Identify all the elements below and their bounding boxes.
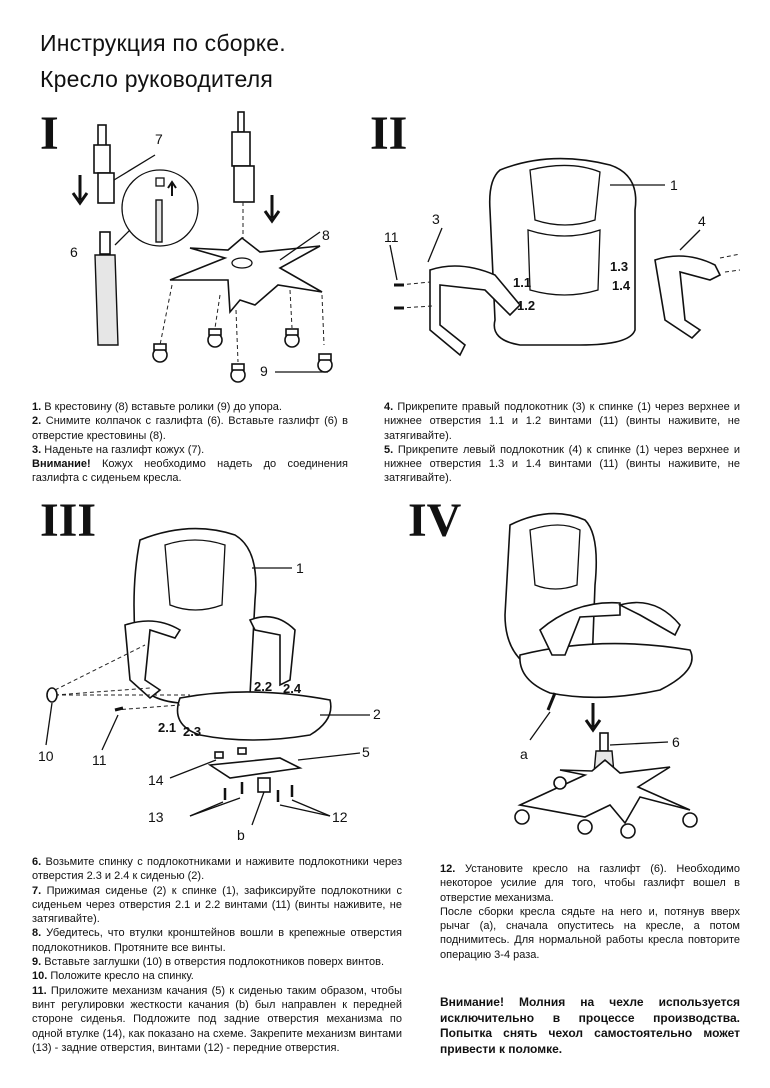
gaslift-cover — [98, 173, 114, 203]
document-subtitle: Кресло руководителя — [40, 66, 273, 92]
label-6: 6 — [70, 244, 78, 260]
label-4: 4 — [698, 213, 706, 229]
hole-1-3: 1.3 — [610, 259, 629, 274]
figure-step-4 — [480, 505, 720, 840]
figure-step-1 — [60, 100, 360, 400]
chair-base — [520, 760, 690, 823]
figure-step-2 — [380, 150, 750, 380]
instructions-step-1: 1. В крестовину (8) вставьте ролики (9) до упора. 2. Снимите колпачок с газлифта (6). Вставьте газлифт (6) в отверстие крестовины (8). 3. Наденьте на газлифт кожух (7). Внимание! Кожух необходимо надеть до соединения газлифта с сиденьем кресла. — [32, 401, 348, 485]
hole-2-2: 2.2 — [254, 679, 273, 694]
seat — [520, 644, 692, 698]
down-arrow-icon — [73, 175, 87, 203]
section-numeral-3: III — [40, 494, 97, 547]
section-numeral-2: II — [370, 107, 408, 160]
warning-note: Внимание! Молния на чехле используется исключительно в процессе производства. Попытка снять чехол самостоятельно может привести к поломке. — [440, 995, 740, 1056]
label-2: 2 — [373, 706, 381, 722]
screw-icon — [115, 708, 123, 710]
figure-step-3 — [30, 520, 380, 850]
label-6: 6 — [672, 734, 680, 750]
hole-1-1: 1.1 — [513, 275, 532, 290]
chair-base — [170, 238, 322, 312]
down-arrow-icon — [265, 195, 279, 221]
label-12: 12 — [332, 809, 348, 825]
label-11: 11 — [92, 752, 107, 768]
label-7: 7 — [155, 131, 163, 147]
armrest-left — [655, 256, 720, 338]
down-arrow-icon — [586, 703, 600, 730]
hole-2-1: 2.1 — [158, 720, 177, 735]
instructions-step-4: 12. Установите кресло на газлифт (6). Необходимо некоторое усилие для того, чтобы газлифт вошел в отверстие механизма. После сборки кресла сядьте на него и, потянув вверх рычаг (а), сначала опуститесь на кресле, а потом поднимитесь. Для нормальной работы кресла повторите операцию 3-4 раза. — [440, 863, 740, 961]
gaslift-cover-top — [98, 125, 106, 147]
backrest — [490, 159, 636, 345]
tilt-mechanism — [210, 758, 300, 778]
label-9: 9 — [260, 363, 268, 379]
label-14: 14 — [148, 772, 164, 788]
instructions-step-2: 4. Прикрепите правый подлокотник (3) к спинке (1) через верхнее и нижнее отверстия 1.1 и 1.2 винтами (11) (винты наживите, не затягивайте). 5. Прикрепите левый подлокотник (4) к спинке (1) через верхнее и нижнее отверстия 1.3 и 1.4 винтами (11) (винты наживите, не затягивайте). — [384, 401, 740, 485]
document-title: Инструкция по сборке. — [40, 30, 286, 56]
hole-2-4: 2.4 — [283, 681, 302, 696]
section-numeral-4: IV — [408, 494, 462, 547]
plug-cap — [47, 688, 57, 702]
gaslift — [95, 255, 118, 345]
label-8: 8 — [322, 227, 330, 243]
caster-wheel — [153, 329, 332, 382]
hole-1-4: 1.4 — [612, 278, 631, 293]
label-1: 1 — [296, 560, 304, 576]
label-13: 13 — [148, 809, 164, 825]
screw-icon — [394, 285, 404, 308]
backrest — [134, 529, 256, 704]
section-numeral-1: I — [40, 107, 59, 160]
instructions-step-3: 6. Возьмите спинку с подлокотниками и наживите подлокотники через отверстия 2.3 и 2.4 к сиденью (2). 7. Прижимая сиденье (2) к спинке (1), зафиксируйте подлокотники с сиденьем через отверстия 2.1 и 2.2 винтами (11) (винты наживите, не затягивайте). 8. Убедитесь, что втулки кронштейнов вошли в крепежные отверстия подлокотников. Протяните все винты. 9. Вставьте заглушки (10) в отверстия подлокотников поверх винтов. 10. Положите кресло на спинку. 11. Приложите механизм качания (5) к сиденью таким образом, чтобы винт регулировки жесткости качания (b) был направлен к передней стороне сиденья. Подложите под задние отверстия механизма по одной втулке (14), как показано на схеме. Закрепите механизм винтами (13) - задние отверстия, винтами (12) - передние отверстия. — [32, 856, 402, 1054]
armrest-left — [620, 603, 680, 636]
label-3: 3 — [432, 211, 440, 227]
label-11: 11 — [384, 229, 399, 245]
label-5: 5 — [362, 744, 370, 760]
lever-icon — [548, 693, 555, 710]
label-a: a — [520, 746, 528, 762]
armrest-left — [250, 617, 295, 685]
label-10: 10 — [38, 748, 54, 764]
hole-2-3: 2.3 — [183, 724, 202, 739]
bushing — [215, 752, 223, 758]
label-b: b — [237, 827, 245, 843]
label-1: 1 — [670, 177, 678, 193]
hole-1-2: 1.2 — [517, 298, 536, 313]
